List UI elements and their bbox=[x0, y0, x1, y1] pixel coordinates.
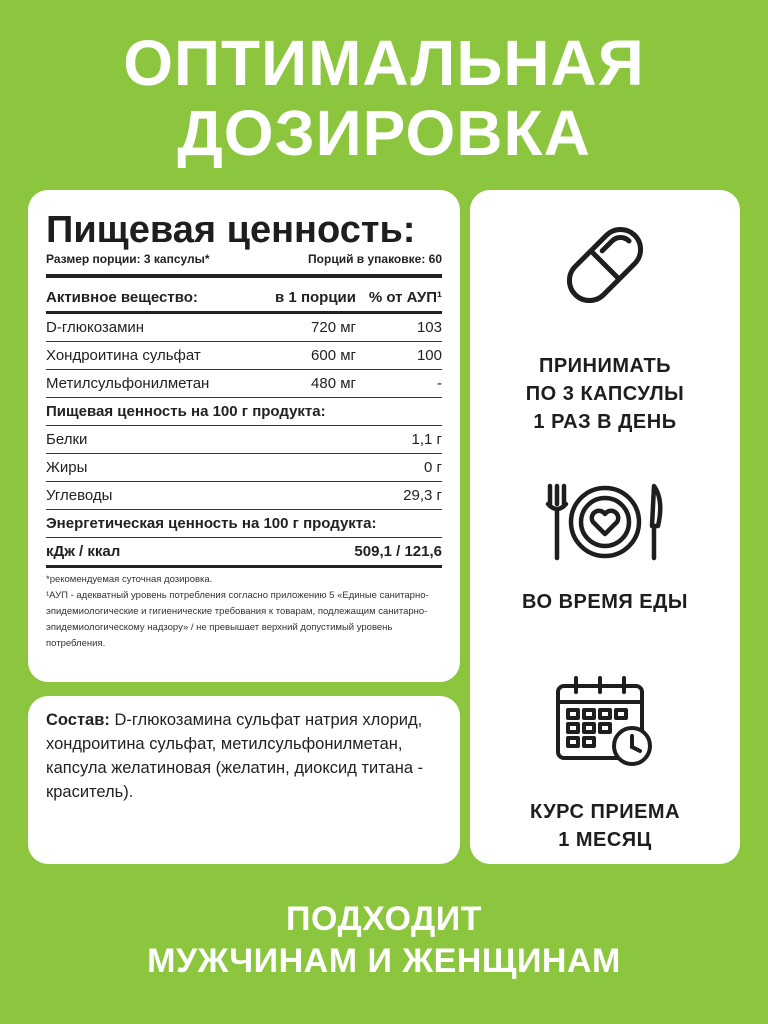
table-row bbox=[46, 426, 442, 454]
composition-label: Состав: bbox=[46, 711, 110, 729]
energy-label: кДж / ккал bbox=[46, 543, 121, 560]
row-pct: 103 bbox=[416, 319, 442, 336]
page-title bbox=[0, 28, 768, 168]
composition-card bbox=[28, 696, 460, 864]
audience-line-2: МУЖЧИНАМ И ЖЕНЩИНАМ bbox=[147, 942, 621, 980]
tip-dosage bbox=[470, 220, 740, 436]
composition-text bbox=[46, 708, 446, 804]
title-line-1: ОПТИМАЛЬНАЯ bbox=[123, 27, 645, 99]
serving-info bbox=[46, 252, 442, 266]
row-name: Метилсульфонилметан bbox=[46, 375, 210, 392]
energy-row bbox=[46, 538, 442, 568]
row-name: D-глюкозамин bbox=[46, 319, 145, 336]
row-pct: - bbox=[437, 375, 442, 392]
audience-banner bbox=[0, 898, 768, 982]
footnote-1: *рекомендуемая суточная дозировка. bbox=[46, 574, 213, 585]
plate-cutlery-icon bbox=[540, 482, 670, 562]
row-name: Хондроитина сульфат bbox=[46, 347, 201, 364]
row-dose: 600 мг bbox=[311, 347, 356, 364]
energy-title: Энергетическая ценность на 100 г продукта: bbox=[46, 515, 377, 532]
row-name: Углеводы bbox=[46, 487, 113, 504]
row-value: 1,1 г bbox=[411, 431, 442, 448]
tip-with-meal-text: ВО ВРЕМЯ ЕДЫ bbox=[522, 591, 688, 613]
composition-body: D-глюкозамина сульфат натрия хлорид, хондроитина сульфат, метилсульфонилметан, капсула желатиновая (желатин, диоксид титана - краситель). bbox=[46, 711, 424, 801]
tip-dosage-text: ПРИНИМАТЬ ПО 3 КАПСУЛЫ 1 РАЗ В ДЕНЬ bbox=[525, 355, 685, 433]
table-row bbox=[46, 370, 442, 398]
col-percent: % от АУП¹ bbox=[368, 289, 442, 306]
tip-course-text: КУРС ПРИЕМА 1 МЕСЯЦ bbox=[529, 801, 681, 851]
calendar-clock-icon bbox=[550, 674, 660, 770]
col-substance: Активное вещество: bbox=[46, 289, 198, 306]
per100-title: Пищевая ценность на 100 г продукта: bbox=[46, 403, 326, 420]
col-per-serving: в 1 порции bbox=[275, 289, 356, 306]
nutrition-title: Пищевая ценность: bbox=[46, 209, 416, 251]
row-name: Белки bbox=[46, 431, 88, 448]
row-dose: 720 мг bbox=[311, 319, 356, 336]
servings-per-pack: Порций в упаковке: 60 bbox=[308, 252, 442, 266]
row-value: 0 г bbox=[424, 459, 442, 476]
tip-course bbox=[470, 674, 740, 854]
row-name: Жиры bbox=[46, 459, 88, 476]
capsule-icon bbox=[555, 220, 655, 310]
table-header-row bbox=[46, 284, 442, 314]
thick-divider bbox=[46, 274, 442, 278]
table-row bbox=[46, 314, 442, 342]
footnotes bbox=[46, 572, 442, 652]
table-row bbox=[46, 342, 442, 370]
row-pct: 100 bbox=[416, 347, 442, 364]
section-row bbox=[46, 398, 442, 426]
nutrition-card bbox=[28, 190, 460, 682]
table-row bbox=[46, 482, 442, 510]
tips-card bbox=[470, 190, 740, 864]
audience-line-1: ПОДХОДИТ bbox=[286, 900, 482, 938]
energy-value: 509,1 / 121,6 bbox=[354, 543, 442, 560]
title-line-2: ДОЗИРОВКА bbox=[177, 97, 591, 169]
tip-with-meal bbox=[470, 482, 740, 616]
serving-size: Размер порции: 3 капсулы* bbox=[46, 252, 210, 266]
section-row bbox=[46, 510, 442, 538]
footnote-2: ¹АУП - адекватный уровень потребления согласно приложению 5 «Единые санитарно-эпидемиологические и гигиенические требования к товарам, подлежащим санитарно-эпидемиологическому надзору» / не превышает верхний допустимый уровень потребления. bbox=[46, 590, 429, 649]
row-value: 29,3 г bbox=[403, 487, 442, 504]
nutrition-table bbox=[46, 284, 442, 568]
row-dose: 480 мг bbox=[311, 375, 356, 392]
table-row bbox=[46, 454, 442, 482]
